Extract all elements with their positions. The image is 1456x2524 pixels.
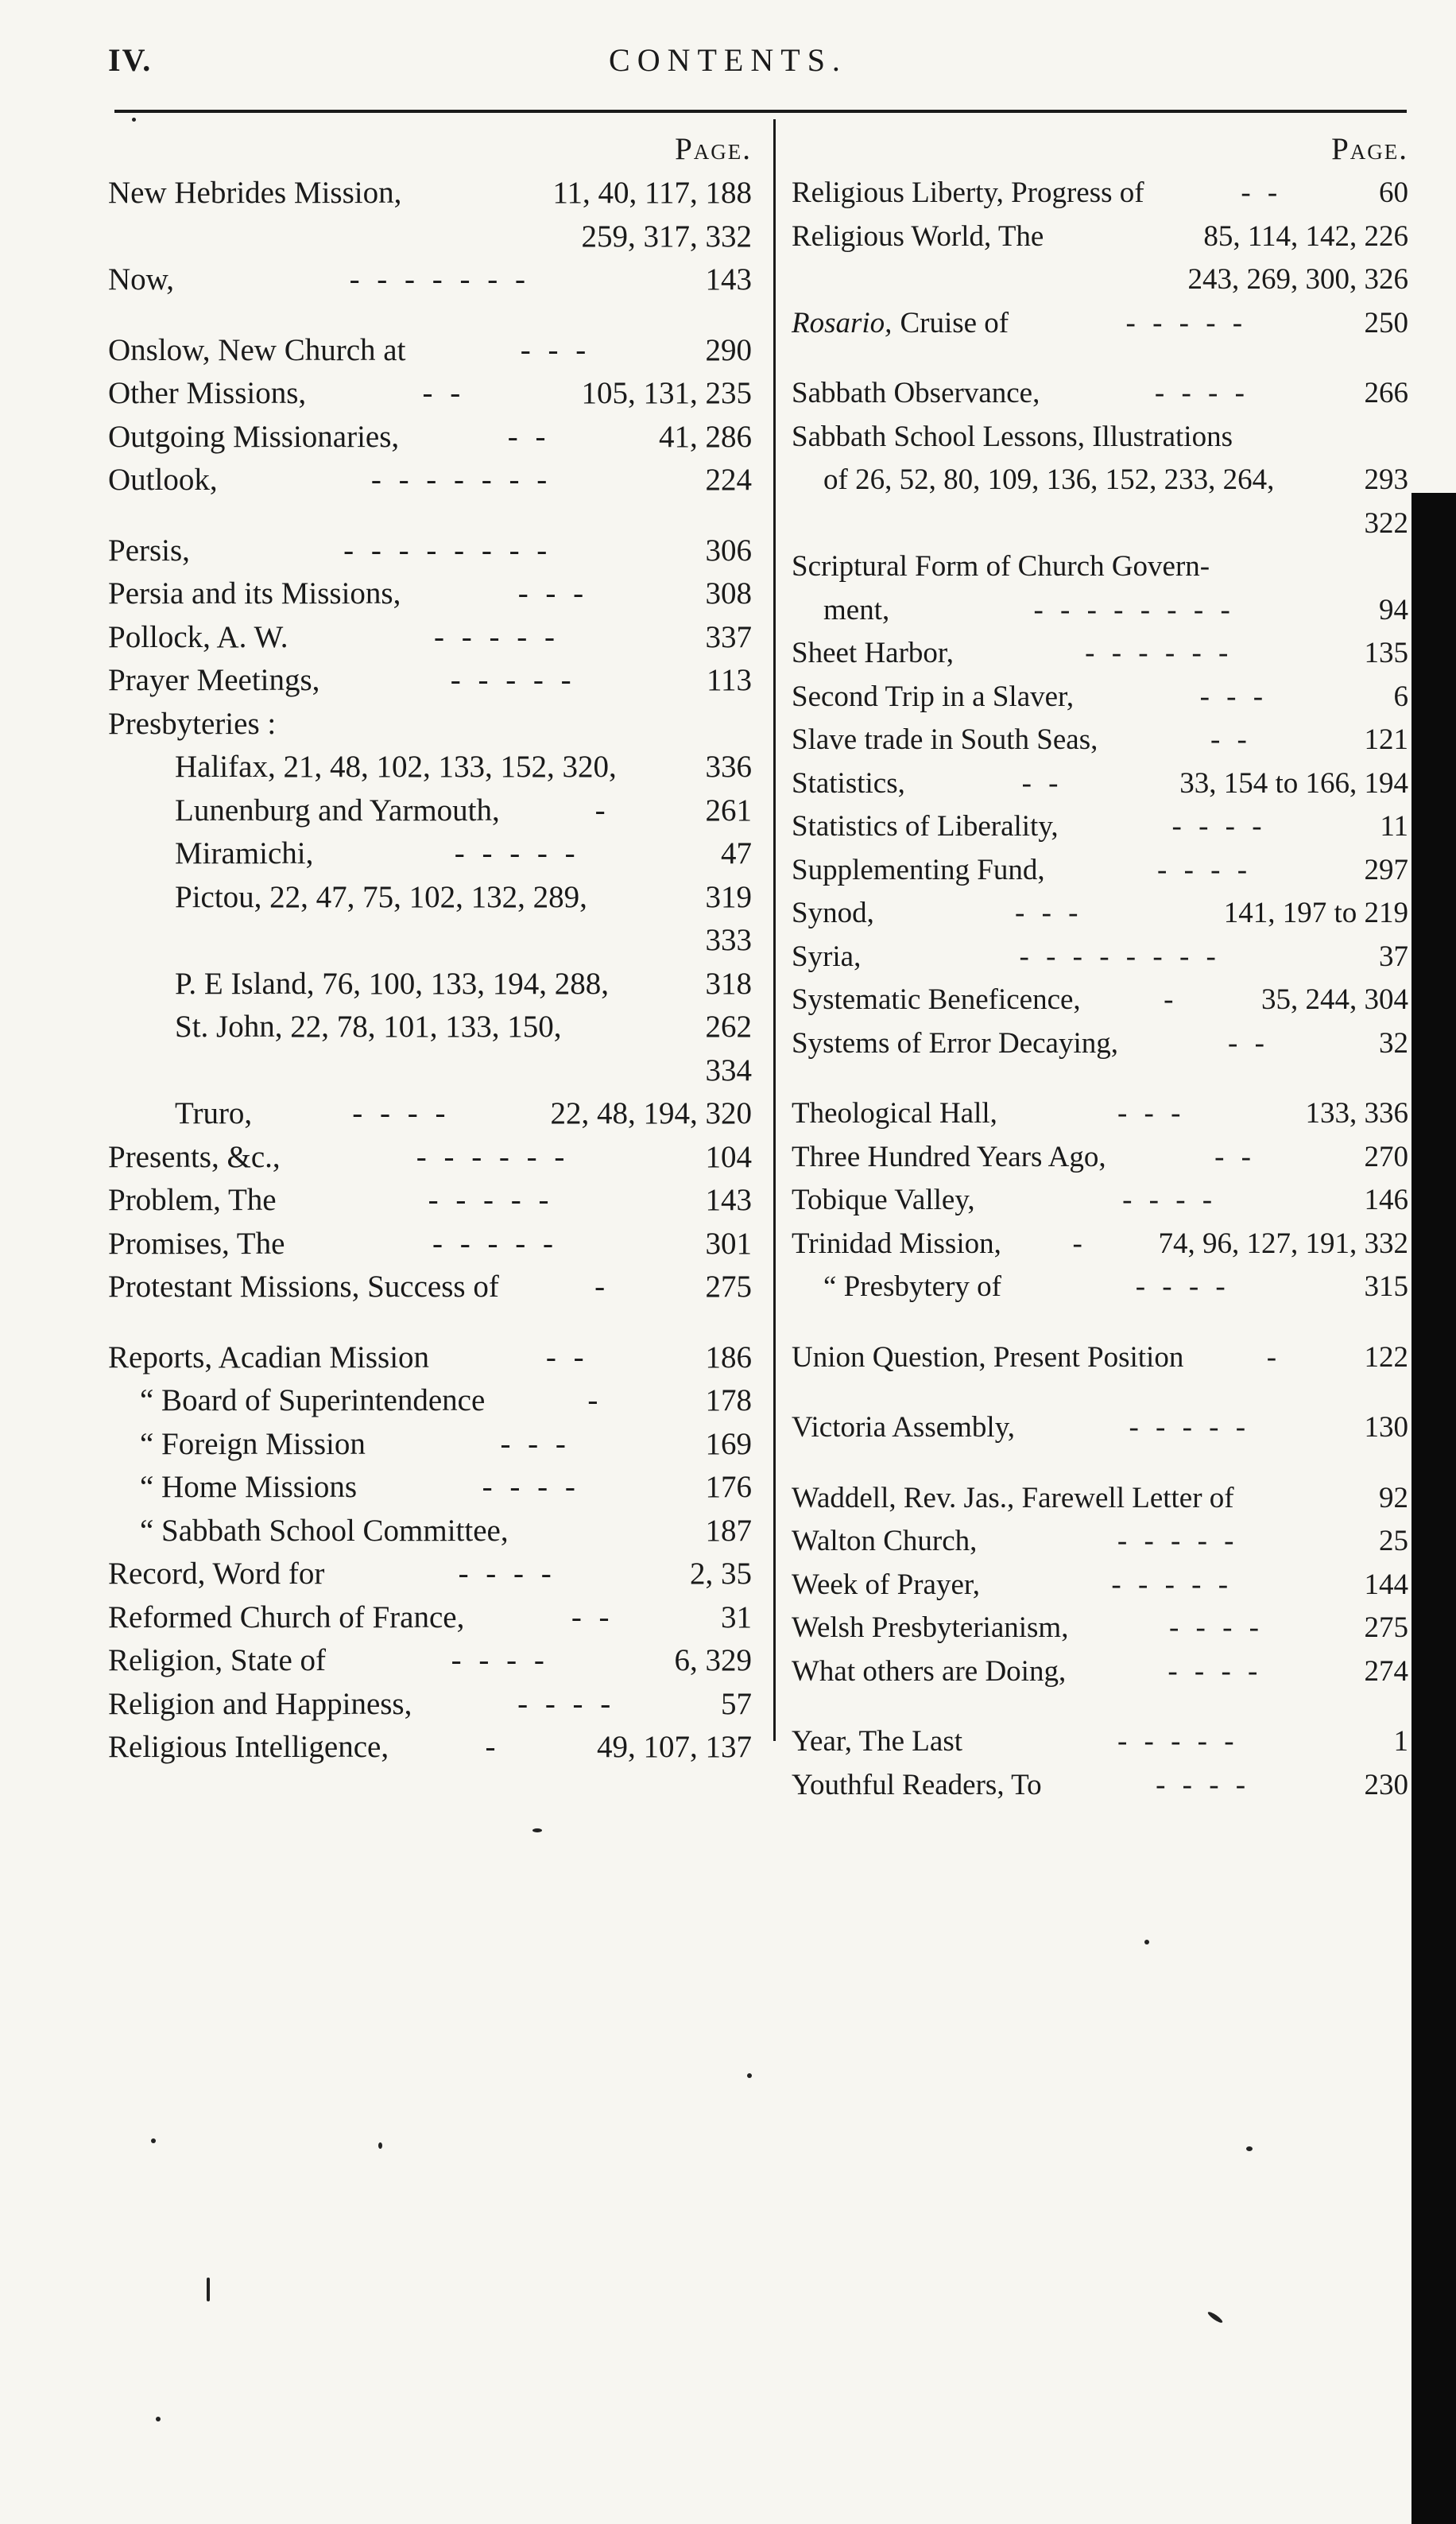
contents-entry: [792, 1022, 1408, 1066]
entry-title: of 26, 52, 80, 109, 136, 152, 233, 264,: [823, 463, 1275, 496]
contents-entry: [792, 172, 1408, 215]
entry-leader: - - - -: [482, 1470, 580, 1504]
entry-pages: 33, 154 to 166, 194: [1179, 766, 1408, 800]
entry-leader: - - - -: [1122, 1184, 1218, 1216]
contents-entry: [108, 703, 752, 746]
entry-leader: - -: [571, 1599, 614, 1634]
contents-entry: [108, 1179, 752, 1223]
entry-title-rest: Cruise of: [900, 306, 1009, 339]
entry-leader: - - -: [1015, 897, 1083, 929]
entry-leader: - -: [1021, 766, 1063, 800]
contents-entry: [108, 876, 752, 920]
entry-leader: - - - - -: [432, 1226, 558, 1261]
entry-pages: 274: [1364, 1654, 1408, 1688]
entry-title: Lunenburg and Yarmouth,: [175, 793, 500, 828]
entry-title: What others are Doing,: [792, 1654, 1067, 1688]
entry-pages: 337: [705, 619, 752, 654]
entry-leader: - - - - - - - -: [1033, 593, 1235, 626]
entry-title: Systematic Beneficence,: [792, 983, 1081, 1016]
page-edge-shadow: [1411, 493, 1456, 2524]
contents-entry: [108, 1223, 752, 1266]
page-folio: IV.: [108, 42, 153, 78]
entry-leader: - - - - -: [434, 619, 560, 654]
entry-title: Synod,: [792, 897, 874, 929]
entry-leader: -: [594, 1270, 610, 1304]
contents-entry: [108, 1136, 752, 1180]
entry-list-left: [108, 172, 752, 1770]
entry-pages: 141, 197 to 219: [1223, 897, 1408, 929]
contents-entry: [792, 719, 1408, 762]
contents-entry: [792, 936, 1408, 979]
entry-title: Theological Hall,: [792, 1097, 997, 1130]
contents-entry: [792, 632, 1408, 676]
contents-entry: [108, 1423, 752, 1467]
entry-leader: - - -: [1199, 680, 1268, 713]
contents-entry: [792, 849, 1408, 893]
entry-title: Reports, Acadian Mission: [108, 1340, 430, 1374]
contents-entry: [792, 1223, 1408, 1266]
entry-pages: 176: [705, 1470, 752, 1504]
entry-title: Record, Word for: [108, 1557, 325, 1591]
contents-entry: [108, 1596, 752, 1640]
entry-title: Pictou, 22, 47, 75, 102, 132, 289,: [175, 879, 587, 914]
entry-leader: - - - -: [517, 1686, 616, 1721]
contents-entry: [792, 892, 1408, 936]
entry-leader: - - - - -: [454, 836, 580, 870]
contents-entry: [108, 1553, 752, 1596]
entry-leader: -: [594, 793, 610, 828]
contents-entry: [792, 1764, 1408, 1808]
entry-title: Week of Prayer,: [792, 1568, 980, 1601]
entry-title: Halifax, 21, 48, 102, 133, 152, 320,: [175, 750, 617, 784]
entry-pages: 230: [1364, 1768, 1408, 1801]
entry-title: Prayer Meetings,: [108, 663, 320, 697]
entry-pages: 74, 96, 127, 191, 332: [1158, 1227, 1408, 1260]
entry-pages: 35, 244, 304: [1261, 983, 1408, 1016]
contents-entry: [108, 832, 752, 876]
entry-pages: 11, 40, 117, 188: [552, 176, 752, 210]
entry-title: Sheet Harbor,: [792, 637, 955, 669]
entry-pages: 32: [1379, 1026, 1408, 1060]
contents-entry: [108, 1049, 752, 1093]
entry-pages: 266: [1364, 377, 1408, 409]
entry-pages: 6, 329: [674, 1643, 752, 1677]
entry-title: Second Trip in a Slaver,: [792, 680, 1075, 713]
entry-title: Religious Intelligence,: [108, 1730, 389, 1764]
contents-entry: [792, 372, 1408, 416]
contents-entry: [108, 258, 752, 302]
contents-entry: [792, 1564, 1408, 1607]
entry-pages: 144: [1364, 1568, 1408, 1601]
entry-leader: - - - -: [451, 1643, 549, 1677]
entry-title: Outgoing Missionaries,: [108, 419, 400, 454]
contents-entry: [792, 1092, 1408, 1136]
contents-entry: [792, 1720, 1408, 1764]
entry-title: “ Presbytery of: [823, 1270, 1001, 1303]
entry-title: Syria,: [792, 940, 862, 973]
entry-leader: - -: [507, 419, 551, 454]
entry-leader: - -: [1241, 176, 1283, 209]
entry-pages: 186: [705, 1340, 752, 1374]
entry-leader: - - - - - -: [1085, 637, 1233, 669]
entry-title: Religious World, The: [792, 219, 1044, 253]
contents-entry: [792, 762, 1408, 806]
contents-entry: [108, 616, 752, 660]
page-title: CONTENTS.: [609, 42, 847, 78]
entry-pages: 47: [721, 836, 752, 870]
entry-leader: - -: [1228, 1026, 1269, 1060]
contents-entry: [108, 963, 752, 1006]
entry-pages: 37: [1379, 940, 1408, 973]
contents-entry: [792, 1179, 1408, 1223]
contents-entry: [792, 545, 1408, 589]
entry-title: St. John, 22, 78, 101, 133, 150,: [175, 1010, 562, 1044]
entry-pages: 250: [1364, 306, 1408, 339]
entry-pages: 85, 114, 142, 226: [1203, 219, 1408, 253]
entry-title: Religion and Happiness,: [108, 1686, 412, 1721]
entry-leader: - - - -: [1156, 1768, 1251, 1801]
contents-entry: [792, 215, 1408, 259]
entry-pages: 104: [705, 1139, 752, 1174]
entry-pages: 270: [1364, 1140, 1408, 1173]
entry-pages: 261: [705, 793, 752, 828]
entry-title: Trinidad Mission,: [792, 1227, 1001, 1260]
entry-pages: 122: [1364, 1340, 1408, 1374]
entry-title: Problem, The: [108, 1183, 277, 1217]
entry-pages: 57: [721, 1686, 752, 1721]
entry-title: “ Sabbath School Committee,: [140, 1513, 509, 1548]
contents-entry: [792, 1650, 1408, 1694]
entry-pages: 113: [706, 663, 752, 697]
contents-entry: [792, 979, 1408, 1022]
entry-title: Promises, The: [108, 1226, 285, 1261]
entry-leader: - - - - -: [1117, 1525, 1239, 1557]
entry-title: Supplementing Fund,: [792, 853, 1045, 886]
entry-pages: 318: [705, 966, 752, 1001]
contents-entry: [792, 502, 1408, 546]
entry-leader: - - -: [520, 332, 591, 367]
entry-leader: - -: [1214, 1140, 1257, 1173]
entry-title: P. E Island, 76, 100, 133, 194, 288,: [175, 966, 609, 1001]
entry-leader: - - - -: [1168, 1654, 1263, 1688]
entry-title: Union Question, Present Position: [792, 1340, 1184, 1374]
entry-title: Victoria Assembly,: [792, 1411, 1016, 1444]
entry-pages: 169: [705, 1426, 752, 1461]
entry-title: Pollock, A. W.: [108, 619, 288, 654]
entry-pages: 1: [1393, 1725, 1408, 1758]
entry-title: “ Home Missions: [140, 1470, 357, 1504]
entry-pages: 133, 336: [1305, 1097, 1408, 1130]
contents-entry: [108, 416, 752, 459]
entry-pages: 187: [705, 1513, 752, 1548]
entry-pages: 306: [705, 533, 752, 568]
entry-pages: 334: [705, 1053, 752, 1088]
entry-title: [792, 302, 1009, 346]
entry-leader: - -: [1210, 723, 1252, 756]
entry-leader: - - - -: [1157, 853, 1253, 886]
entry-title: Sabbath Observance,: [792, 377, 1040, 409]
entry-title: Scriptural Form of Church Govern-: [792, 550, 1210, 583]
entry-title: ment,: [823, 593, 890, 626]
entry-title: Now,: [108, 262, 175, 297]
entry-pages: 319: [705, 879, 752, 914]
entry-leader: - - -: [517, 576, 589, 611]
entry-title: Sabbath School Lessons, Illustrations: [792, 420, 1233, 453]
entry-leader: -: [587, 1383, 603, 1417]
entry-leader: - - - -: [352, 1096, 451, 1130]
entry-title: Tobique Valley,: [792, 1184, 975, 1216]
entry-title-italic: Rosario,: [792, 306, 893, 339]
contents-entry: [108, 1336, 752, 1380]
entry-title: Other Missions,: [108, 376, 307, 410]
entry-pages: 60: [1379, 176, 1408, 209]
entry-leader: - - - - - - - -: [343, 533, 552, 568]
entry-pages: 262: [705, 1010, 752, 1044]
entry-pages: 290: [705, 332, 752, 367]
entry-pages: 121: [1364, 723, 1408, 756]
entry-pages: 143: [705, 262, 752, 297]
entry-leader: - - - - -: [428, 1183, 554, 1217]
entry-leader: - - -: [1117, 1097, 1186, 1130]
entry-pages: 178: [705, 1383, 752, 1417]
entry-list-right: [792, 172, 1408, 1807]
column-divider: [773, 119, 776, 1741]
contents-entry: [108, 572, 752, 616]
contents-column-left: [108, 127, 752, 1770]
entry-pages: 315: [1364, 1270, 1408, 1303]
entry-leader: -: [1072, 1227, 1087, 1260]
contents-entry: [792, 302, 1408, 346]
contents-entry: [108, 1683, 752, 1727]
contents-entry: [792, 416, 1408, 459]
entry-leader: - -: [422, 376, 466, 410]
entry-title: Protestant Missions, Success of: [108, 1270, 499, 1304]
entry-leader: - - - - -: [450, 663, 576, 697]
entry-pages: 336: [705, 750, 752, 784]
entry-title: Youthful Readers, To: [792, 1768, 1042, 1801]
contents-entry: [108, 1726, 752, 1770]
entry-title: Slave trade in South Seas,: [792, 723, 1098, 756]
entry-title: Persis,: [108, 533, 190, 568]
entry-pages: 6: [1393, 680, 1408, 713]
entry-leader: - - - -: [1168, 1611, 1264, 1644]
entry-title: “ Foreign Mission: [140, 1426, 366, 1461]
entry-leader: - - - -: [1135, 1270, 1230, 1303]
entry-leader: - - - - -: [1111, 1568, 1233, 1601]
contents-entry: [108, 746, 752, 789]
entry-title: Walton Church,: [792, 1525, 978, 1557]
entry-title: New Hebrides Mission,: [108, 176, 402, 210]
contents-entry: [108, 329, 752, 373]
entry-title: Statistics,: [792, 766, 905, 800]
contents-entry: [792, 1477, 1408, 1521]
entry-leader: - - - -: [458, 1557, 556, 1591]
entry-title: Religion, State of: [108, 1643, 327, 1677]
contents-entry: [108, 919, 752, 963]
entry-title: Statistics of Liberality,: [792, 810, 1059, 843]
entry-title: Miramichi,: [175, 836, 314, 870]
entry-pages: 41, 286: [659, 419, 752, 454]
entry-pages: 146: [1364, 1184, 1408, 1216]
entry-leader: - - - - - - - -: [1019, 940, 1221, 973]
entry-pages: 2, 35: [690, 1557, 752, 1591]
entry-pages: 31: [721, 1599, 752, 1634]
contents-entry: [108, 659, 752, 703]
entry-pages: 301: [705, 1226, 752, 1261]
entry-leader: -: [485, 1730, 501, 1764]
entry-leader: - - - - - - -: [349, 262, 530, 297]
entry-leader: - - - - -: [1129, 1411, 1251, 1444]
entry-pages: 22, 48, 194, 320: [550, 1096, 752, 1130]
contents-entry: [108, 1092, 752, 1136]
contents-column-right: [792, 127, 1408, 1807]
contents-entry: [108, 1379, 752, 1423]
entry-title: Presbyteries :: [108, 706, 277, 741]
entry-title: Presents, &c.,: [108, 1139, 281, 1174]
entry-title: Onslow, New Church at: [108, 332, 406, 367]
entry-pages: 135: [1364, 637, 1408, 669]
contents-entry: [108, 372, 752, 416]
entry-title: Truro,: [175, 1096, 253, 1130]
entry-pages: 308: [705, 576, 752, 611]
entry-leader: - - - - - -: [416, 1139, 570, 1174]
contents-entry: [108, 1466, 752, 1510]
entry-title: Outlook,: [108, 463, 218, 497]
contents-entry: [792, 1336, 1408, 1380]
entry-pages: 275: [1364, 1611, 1408, 1644]
entry-title: “ Board of Superintendence: [140, 1383, 486, 1417]
contents-entry: [792, 1266, 1408, 1309]
header-rule: [114, 110, 1407, 113]
contents-entry: [792, 676, 1408, 719]
entry-title: Three Hundred Years Ago,: [792, 1140, 1106, 1173]
entry-leader: - - - - -: [1117, 1725, 1239, 1758]
entry-title: Systems of Error Decaying,: [792, 1026, 1119, 1060]
entry-leader: - - -: [500, 1426, 571, 1461]
entry-title: Reformed Church of France,: [108, 1599, 465, 1634]
contents-entry: [792, 805, 1408, 849]
entry-pages: 25: [1379, 1525, 1408, 1557]
contents-entry: [108, 172, 752, 215]
entry-title: Year, The Last: [792, 1725, 963, 1758]
contents-entry: [108, 1639, 752, 1683]
contents-entry: [108, 1510, 752, 1553]
contents-entry: [792, 1520, 1408, 1564]
contents-entry: [792, 1607, 1408, 1650]
entry-leader: - - - -: [1154, 377, 1249, 409]
page-column-label: Page.: [1331, 132, 1408, 166]
entry-title: Welsh Presbyterianism,: [792, 1611, 1069, 1644]
entry-leader: - - - - - - -: [370, 463, 552, 497]
entry-pages: 143: [705, 1183, 752, 1217]
entry-pages: 333: [705, 923, 752, 957]
entry-title: Religious Liberty, Progress of: [792, 176, 1144, 209]
entry-pages: 259, 317, 332: [581, 219, 752, 254]
entry-pages: 11: [1380, 810, 1408, 843]
contents-entry: [108, 459, 752, 502]
contents-entry: [108, 1006, 752, 1049]
contents-entry: [792, 1136, 1408, 1180]
contents-entry: [108, 789, 752, 833]
contents-entry: [792, 1406, 1408, 1450]
contents-entry: [108, 529, 752, 573]
entry-pages: 275: [705, 1270, 752, 1304]
entry-pages: 49, 107, 137: [597, 1730, 752, 1764]
entry-pages: 297: [1364, 853, 1408, 886]
entry-leader: - - - - -: [1125, 306, 1248, 339]
entry-pages: 94: [1379, 593, 1408, 626]
entry-leader: -: [1266, 1340, 1282, 1374]
entry-leader: - -: [545, 1340, 589, 1374]
contents-entry: [108, 215, 752, 259]
entry-pages: 130: [1364, 1411, 1408, 1444]
entry-pages: 322: [1364, 506, 1408, 540]
contents-entry: [792, 459, 1408, 502]
entry-pages: 243, 269, 300, 326: [1187, 263, 1408, 296]
entry-title: Waddell, Rev. Jas., Farewell Letter of: [792, 1481, 1234, 1514]
entry-leader: - - - -: [1171, 810, 1267, 843]
entry-pages: 293: [1364, 463, 1408, 496]
entry-title: Persia and its Missions,: [108, 576, 401, 611]
entry-pages: 224: [705, 463, 752, 497]
contents-entry: [792, 589, 1408, 633]
entry-leader: -: [1164, 983, 1179, 1016]
entry-pages: 105, 131, 235: [581, 376, 752, 410]
contents-entry: [108, 1266, 752, 1309]
page-column-label: Page.: [675, 132, 752, 166]
entry-pages: 92: [1379, 1481, 1408, 1514]
contents-entry: [792, 258, 1408, 302]
